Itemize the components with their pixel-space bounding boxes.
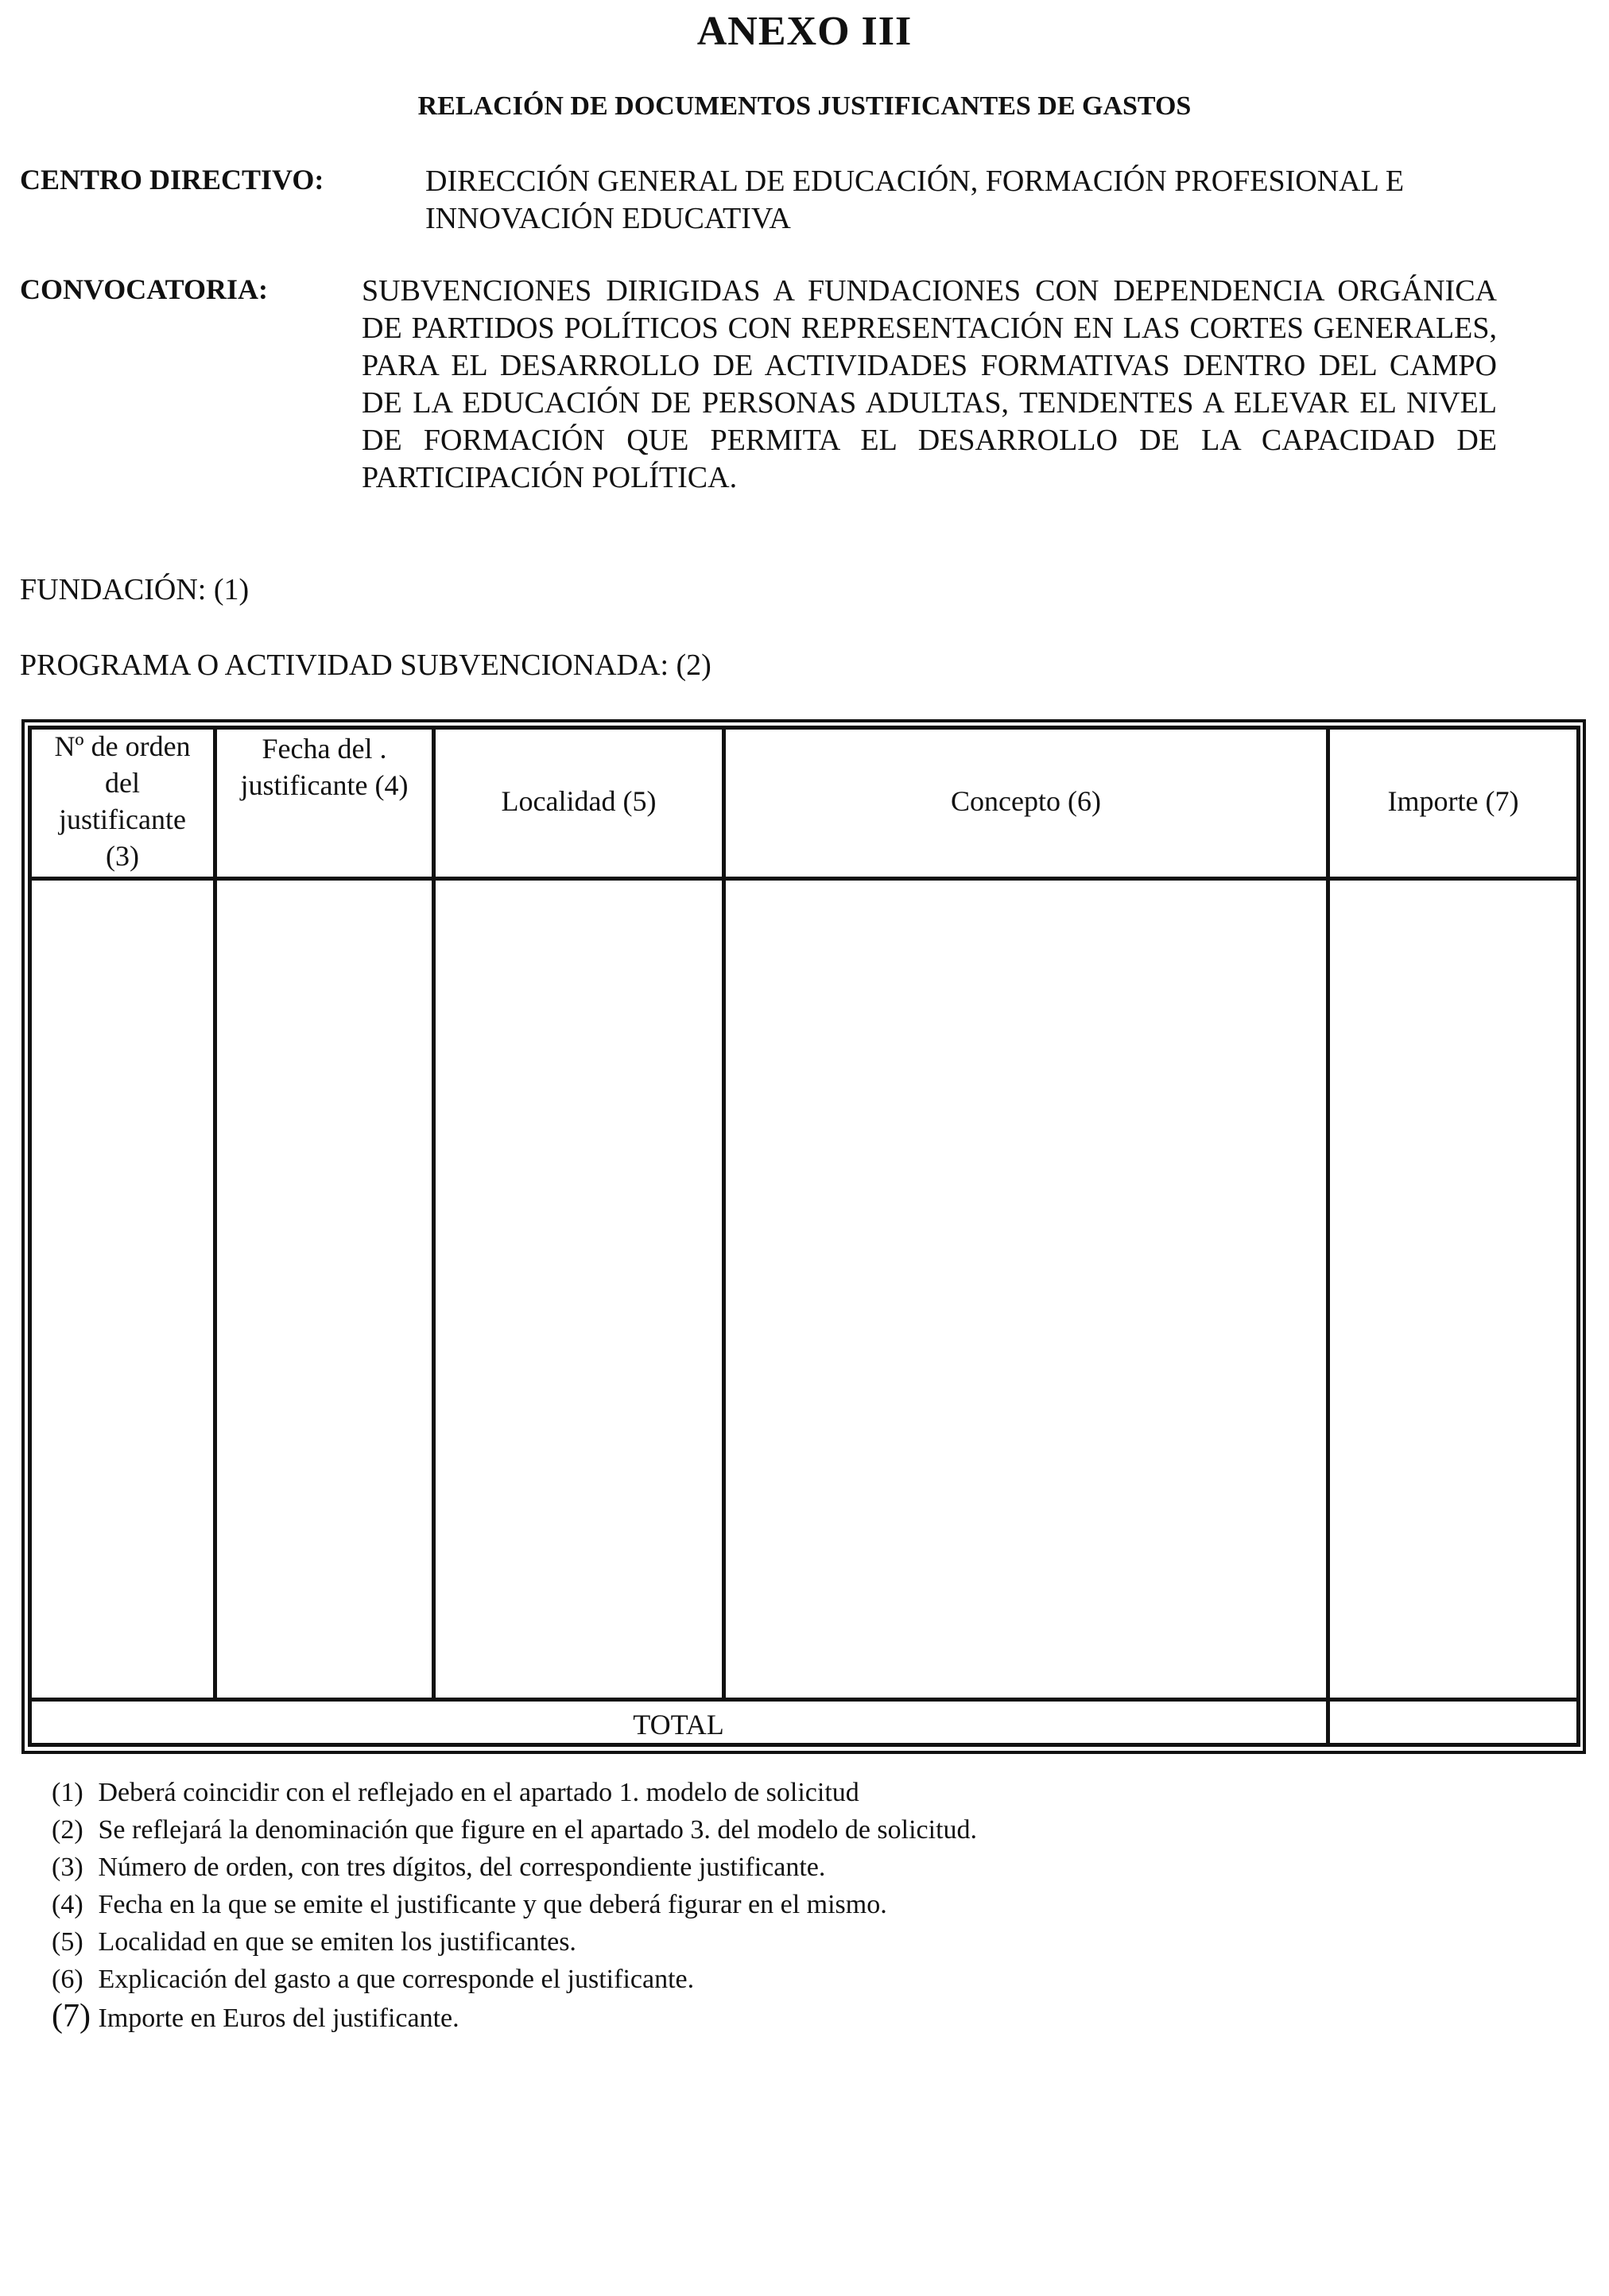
footnote-number: (1): [52, 1778, 83, 1807]
footnote-7: [52, 1998, 977, 2037]
total-label: TOTAL: [633, 1709, 724, 1740]
table-inner-left-border: [28, 726, 32, 1747]
fundacion-field: FUNDACIÓN: (1): [20, 573, 250, 606]
footnote-2: [52, 1811, 977, 1849]
footnote-text: Explicación del gasto a que corresponde el justificante.: [98, 1965, 695, 1994]
footnote-text: Importe en Euros del justificante.: [98, 2004, 459, 2033]
footnotes: [52, 1774, 977, 2037]
header-localidad: Localidad (5): [501, 785, 657, 817]
centro-directivo-line-1: DIRECCIÓN GENERAL DE EDUCACIÓN, FORMACIÓN PROFESIONAL E: [425, 165, 1405, 198]
table-header-divider: [28, 877, 1580, 881]
header-importe: Importe (7): [1387, 785, 1519, 817]
programa-field: PROGRAMA O ACTIVIDAD SUBVENCIONADA: (2): [20, 649, 711, 682]
convocatoria-label: CONVOCATORIA:: [20, 273, 268, 305]
footnote-text: Fecha en la que se emite el justificante y que deberá figurar en el mismo.: [98, 1890, 887, 1919]
footnote-6: [52, 1961, 977, 1998]
header-fecha: [217, 727, 432, 807]
header-fecha-line-2: justificante (4): [240, 769, 409, 801]
header-concepto: Concepto (6): [951, 785, 1101, 817]
footnote-4: [52, 1886, 977, 1923]
footnote-3: [52, 1849, 977, 1886]
footnote-1: [52, 1774, 977, 1811]
footnote-text: Deberá coincidir con el reflejado en el apartado 1. modelo de solicitud: [98, 1778, 859, 1807]
footnote-text: Localidad en que se emiten los justificantes.: [98, 1927, 576, 1957]
page-subtitle: RELACIÓN DE DOCUMENTOS JUSTIFICANTES DE GASTOS: [417, 91, 1192, 121]
column-divider-1: [213, 728, 217, 1698]
header-orden-line-1: Nº de orden: [54, 730, 191, 762]
header-fecha-line-1: Fecha del .: [262, 733, 387, 765]
header-orden-line-3: justificante: [59, 803, 186, 835]
centro-directivo-line-2: INNOVACIÓN EDUCATIVA: [425, 202, 791, 235]
convocatoria-value: SUBVENCIONES DIRIGIDAS A FUNDACIONES CON DEPENDENCIA ORGÁNICA DE PARTIDOS POLÍTICOS CON REPRESENTACIÓN EN LAS CORTES GENERALES, PARA EL DESARROLLO DE ACTIVIDADES FORMATIVAS DENTRO DEL CAMPO DE LA EDUCACIÓN DE PERSONAS ADULTAS, TENDENTES A ELEVAR EL NIVEL DE FORMACIÓN QUE PERMITA EL DESARROLLO DE LA CAPACIDAD DE PARTICIPACIÓN POLÍTICA.: [362, 274, 1497, 494]
header-orden-line-2: del: [105, 767, 140, 799]
footnote-number: (6): [52, 1965, 83, 1994]
footnote-number: (4): [52, 1890, 83, 1919]
header-orden: [32, 726, 213, 877]
column-divider-4: [1326, 728, 1330, 1747]
footnote-text: Número de orden, con tres dígitos, del correspondiente justificante.: [98, 1853, 826, 1882]
centro-directivo-value: [425, 163, 1499, 238]
footnote-5: [52, 1923, 977, 1961]
footnote-number: (5): [52, 1927, 83, 1957]
table-inner-right-border: [1576, 726, 1580, 1747]
footnote-number: (2): [52, 1815, 83, 1845]
footnote-text: Se reflejará la denominación que figure en el apartado 3. del modelo de solicitud.: [98, 1815, 978, 1845]
page-title: ANEXO III: [696, 9, 913, 54]
footnote-number: (7): [52, 1998, 91, 2035]
header-orden-line-4: (3): [106, 840, 139, 872]
centro-directivo-label: CENTRO DIRECTIVO:: [20, 164, 324, 196]
footnote-number: (3): [52, 1853, 83, 1882]
